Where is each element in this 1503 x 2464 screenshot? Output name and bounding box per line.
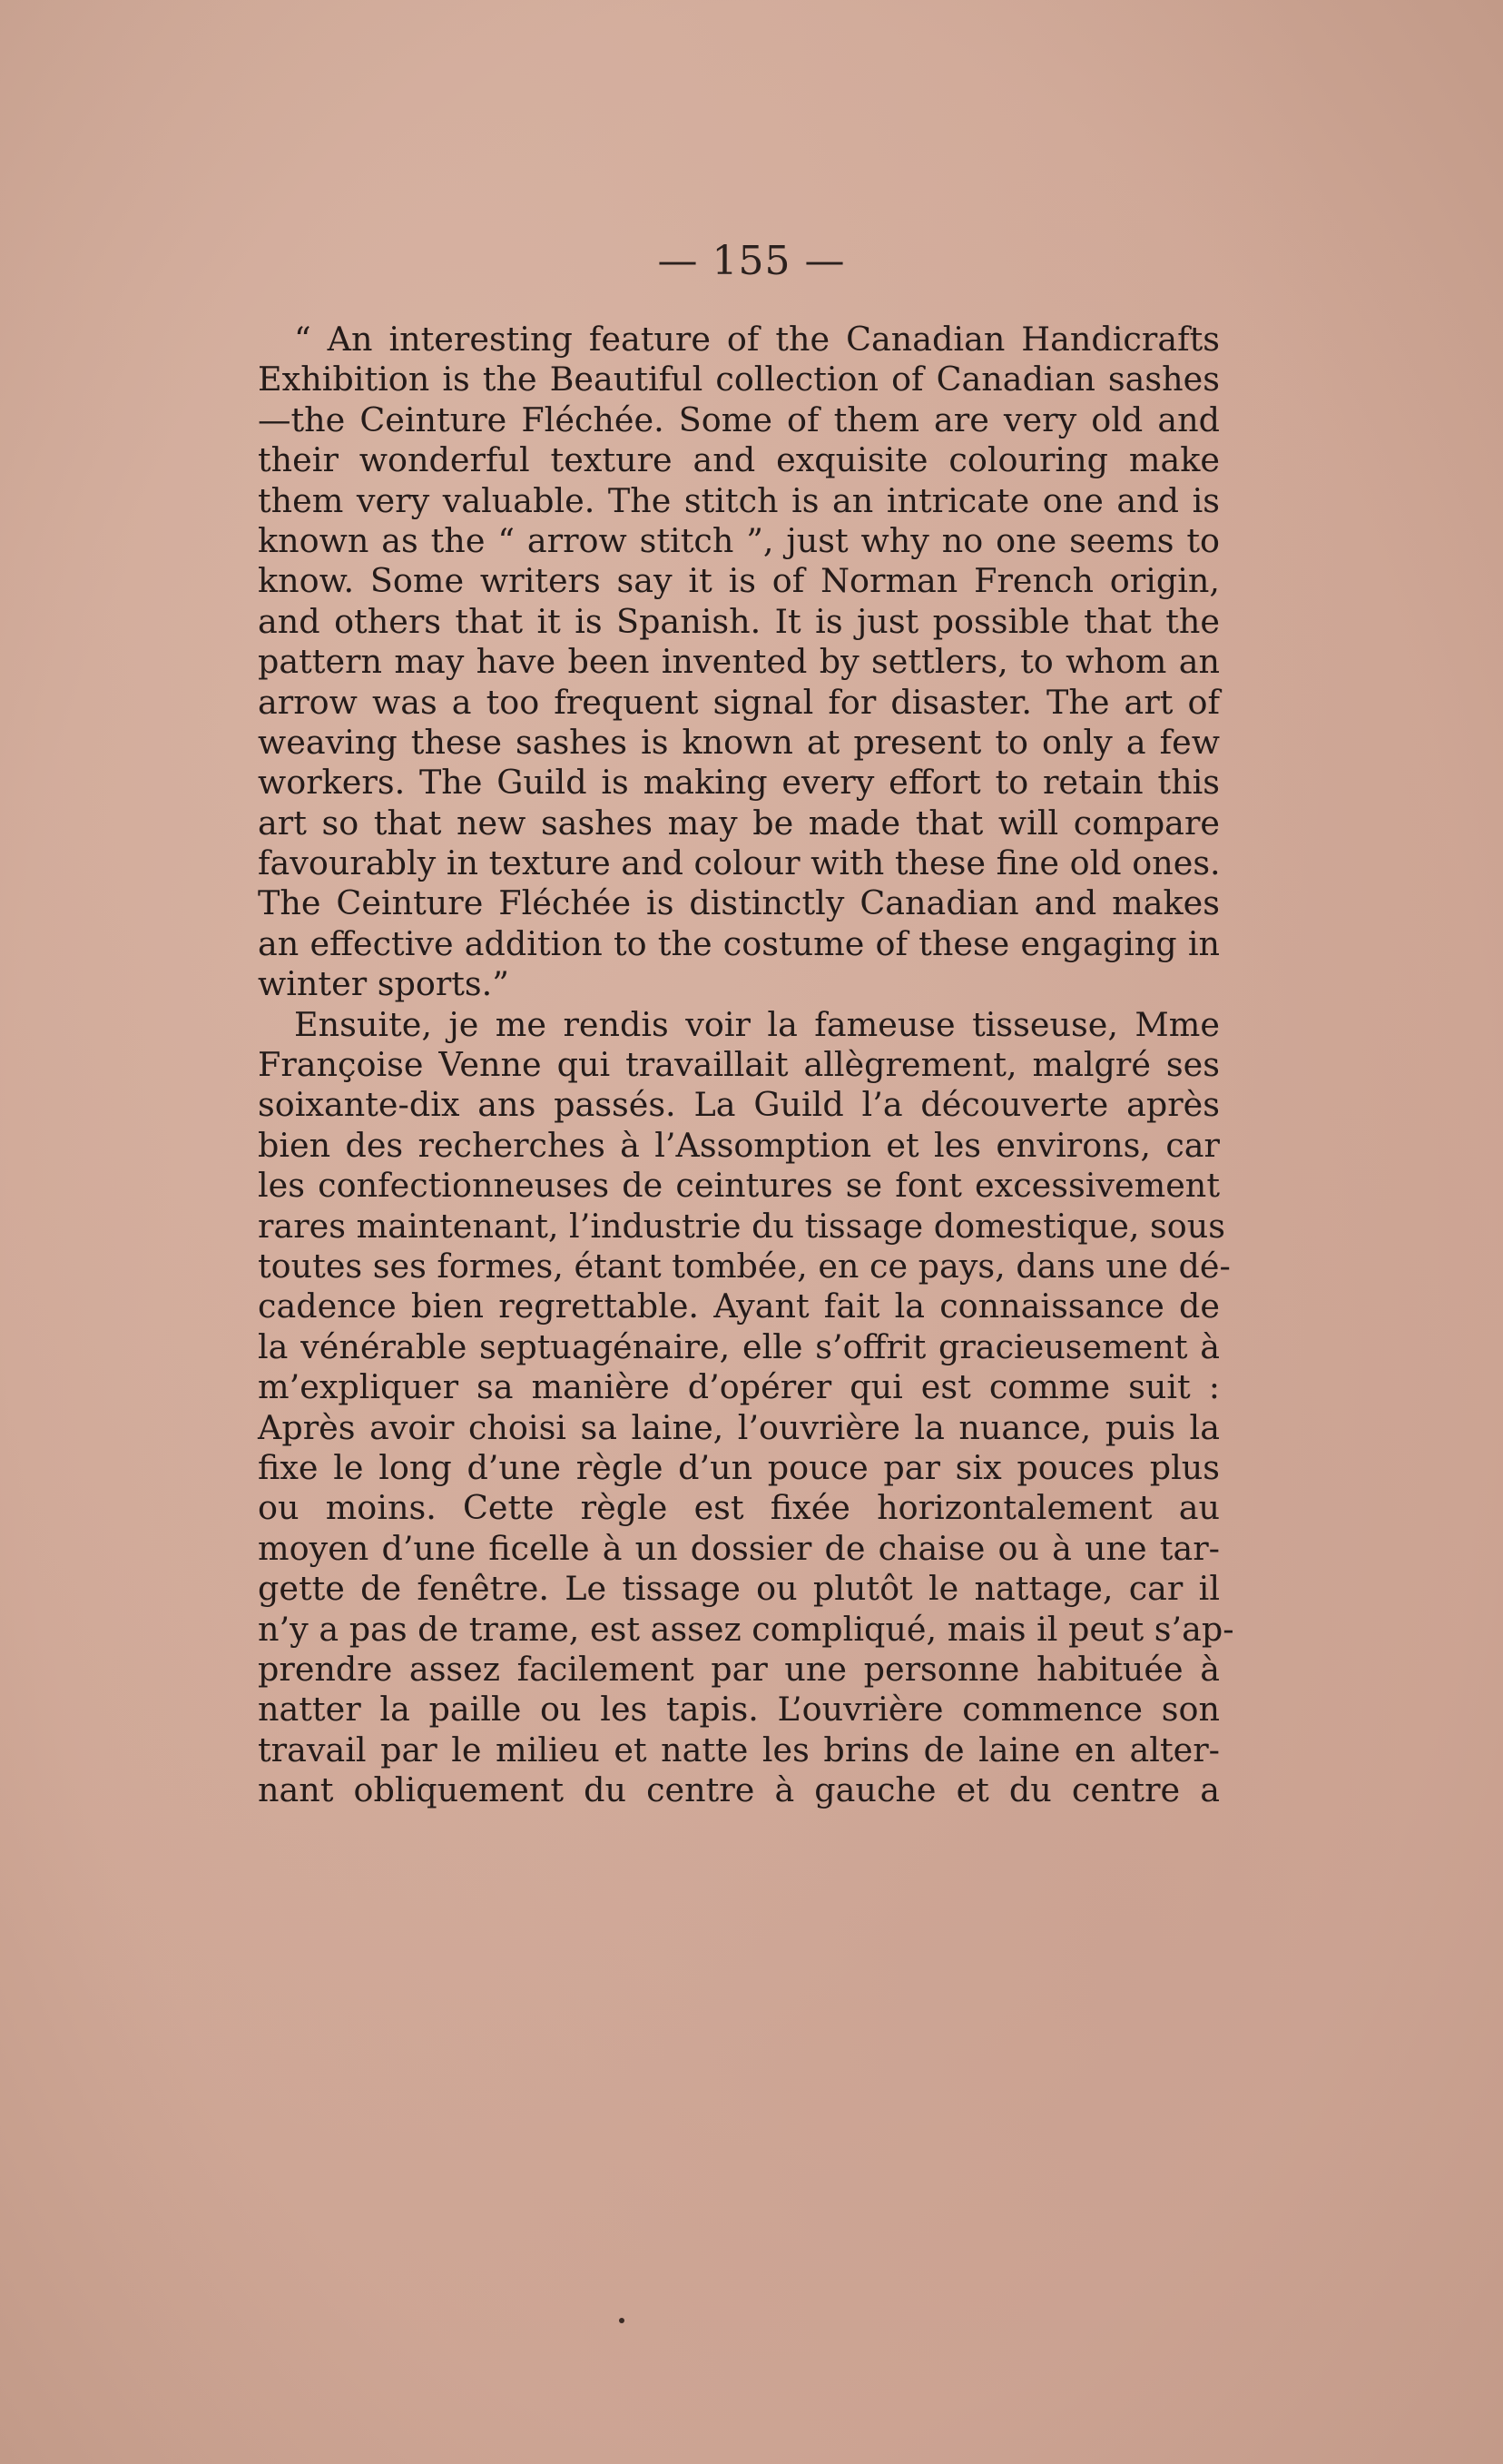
text-line: their wonderful texture and exquisite colouring make [258, 440, 1220, 480]
text-line: favourably in texture and colour with these fine old ones. [258, 843, 1221, 883]
text-line: toutes ses formes, étant tombée, en ce pays, dans une dé- [258, 1246, 1231, 1286]
text-line: know. Some writers say it is of Norman French origin, [258, 561, 1220, 601]
text-line: les confectionneuses de ceintures se font excessivement [258, 1166, 1220, 1206]
text-line: known as the “ arrow stitch ”, just why no one seems to [258, 520, 1220, 560]
page-number: — 155 — [657, 238, 846, 284]
text-line: natter la paille ou les tapis. L’ouvrière commence son [258, 1690, 1220, 1730]
text-line: pattern may have been invented by settlers, to whom an [258, 642, 1220, 682]
text-line: soixante-dix ans passés. La Guild l’a découverte après [258, 1085, 1220, 1125]
text-line: gette de fenêtre. Le tissage ou plutôt le nattage, car il [258, 1569, 1220, 1609]
text-line: workers. The Guild is making every effort to retain this [258, 763, 1220, 803]
text-line: Ensuite, je me rendis voir la fameuse tisseuse, Mme [294, 1004, 1220, 1044]
text-line: an effective addition to the costume of these engaging in [258, 923, 1220, 963]
page-body-text [258, 320, 1234, 1810]
text-line: n’y a pas de trame, est assez compliqué, mais il peut s’ap- [258, 1609, 1234, 1649]
text-line: winter sports.” [258, 964, 509, 1004]
text-line: Après avoir choisi sa laine, l’ouvrière la nuance, puis la [258, 1407, 1220, 1447]
text-line: moyen d’une ficelle à un dossier de chaise ou à une tar- [258, 1528, 1220, 1568]
text-line: them very valuable. The stitch is an intricate one and is [258, 480, 1220, 520]
text-line: art so that new sashes may be made that will compare [258, 803, 1220, 843]
text-line: “ An interesting feature of the Canadian Handicrafts [294, 320, 1220, 359]
text-line: fixe le long d’une règle d’un pouce par six pouces plus [258, 1447, 1220, 1487]
text-line: prendre assez facilement par une personne habituée à [258, 1649, 1220, 1689]
text-line: The Ceinture Fléchée is distinctly Canadian and makes [258, 883, 1220, 923]
paper-speck [619, 2318, 624, 2323]
text-line: cadence bien regrettable. Ayant fait la connaissance de [258, 1286, 1220, 1326]
text-line: —the Ceinture Fléchée. Some of them are very old and [258, 399, 1220, 439]
text-line: Exhibition is the Beautiful collection of Canadian sashes [258, 360, 1220, 399]
text-line: travail par le milieu et natte les brins de laine en alter- [258, 1730, 1220, 1769]
text-line: bien des recherches à l’Assomption et les environs, car [258, 1125, 1220, 1165]
text-line: and others that it is Spanish. It is just possible that the [258, 601, 1220, 641]
text-line: m’expliquer sa manière d’opérer qui est comme suit : [258, 1367, 1220, 1407]
text-line: weaving these sashes is known at present to only a few [258, 722, 1220, 762]
text-line: Françoise Venne qui travaillait allègrement, malgré ses [258, 1045, 1220, 1085]
text-line: la vénérable septuagénaire, elle s’offrit gracieusement à [258, 1326, 1220, 1366]
text-line: nant obliquement du centre à gauche et du centre a [258, 1770, 1220, 1810]
text-line: ou moins. Cette règle est fixée horizontalement au [258, 1488, 1220, 1528]
text-line: rares maintenant, l’industrie du tissage domestique, sous [258, 1206, 1225, 1246]
text-line: arrow was a too frequent signal for disaster. The art of [258, 682, 1220, 722]
